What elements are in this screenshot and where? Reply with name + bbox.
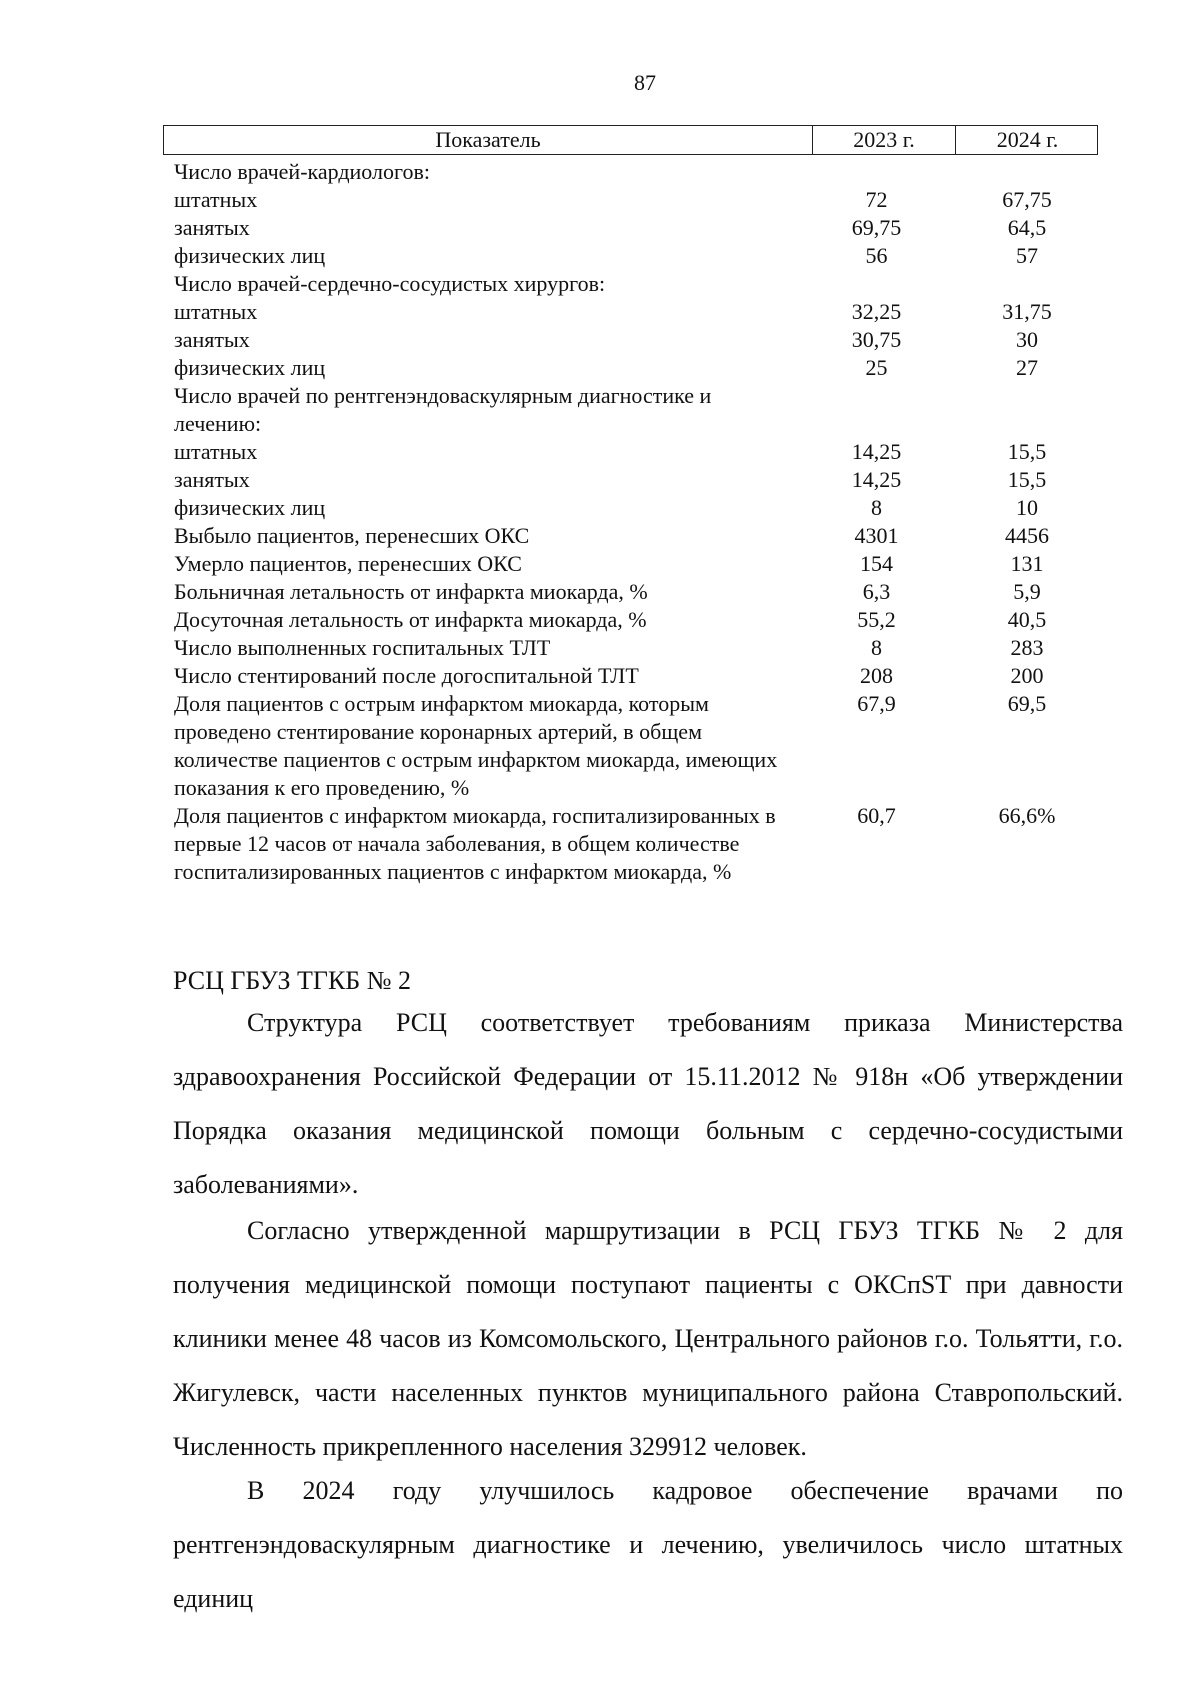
value-2023: 4301 bbox=[854, 523, 899, 548]
table-row bbox=[163, 466, 1098, 494]
value-2024: 283 bbox=[1010, 635, 1044, 660]
row-label: физических лиц bbox=[174, 243, 326, 268]
value-2023 bbox=[797, 270, 956, 298]
table-row bbox=[163, 690, 1098, 802]
row-label: штатных bbox=[174, 299, 258, 324]
row-label: физических лиц bbox=[174, 495, 326, 520]
value-2024: 69,5 bbox=[1007, 691, 1047, 716]
value-2023: 69,75 bbox=[851, 215, 902, 240]
paragraph: Структура РСЦ соответствует требованиям приказа Министерства здравоохранения Российской Федерации от 15.11.2012 № 918н «Об утверждении Порядка оказания медицинской помощи больным с сердечно-сосудистыми заболеваниями». bbox=[173, 1008, 1123, 1199]
row-label: Число врачей-сердечно-сосудистых хирургов: bbox=[174, 271, 606, 296]
value-2024: 200 bbox=[1010, 663, 1044, 688]
header-indicator: Показатель bbox=[435, 127, 541, 152]
table-body bbox=[163, 155, 1098, 886]
value-2024: 15,5 bbox=[1007, 439, 1047, 464]
row-label: штатных bbox=[174, 187, 258, 212]
value-2023: 6,3 bbox=[862, 579, 891, 604]
value-2023 bbox=[797, 382, 956, 438]
table-row bbox=[163, 354, 1098, 382]
table-row bbox=[163, 802, 1098, 886]
value-2024: 31,75 bbox=[1002, 299, 1052, 324]
value-2024: 40,5 bbox=[1007, 607, 1047, 632]
row-label: Досуточная летальность от инфаркта миокарда, % bbox=[174, 607, 647, 632]
table-row bbox=[163, 298, 1098, 326]
value-2024: 4456 bbox=[1005, 523, 1049, 548]
table-row bbox=[163, 606, 1098, 634]
indicators-table bbox=[163, 125, 1098, 886]
value-2023: 60,7 bbox=[857, 803, 896, 828]
value-2023: 8 bbox=[871, 635, 882, 660]
value-2024: 66,6% bbox=[998, 803, 1056, 828]
value-2023: 30,75 bbox=[851, 327, 902, 352]
value-2024: 15,5 bbox=[1007, 467, 1047, 492]
row-label: Доля пациентов с острым инфарктом миокарда, которым проведено стентирование коронарных артерий, в общем количестве пациентов с острым инфарктом миокарда, имеющих показания к его проведению, % bbox=[174, 691, 778, 800]
table-row bbox=[163, 270, 1098, 298]
table-row bbox=[163, 382, 1098, 438]
value-2024: 30 bbox=[1016, 327, 1038, 352]
row-label: Число выполненных госпитальных ТЛТ bbox=[174, 635, 551, 660]
value-2023: 25 bbox=[865, 355, 888, 380]
row-label: Умерло пациентов, перенесших ОКС bbox=[174, 551, 522, 576]
page-number: 87 bbox=[634, 70, 656, 95]
value-2024 bbox=[956, 158, 1098, 186]
value-2023: 208 bbox=[860, 663, 893, 688]
value-2024 bbox=[956, 382, 1098, 438]
value-2023: 14,25 bbox=[851, 439, 902, 464]
table-row bbox=[163, 186, 1098, 214]
header-2023: 2023 г. bbox=[812, 126, 955, 154]
table-row bbox=[163, 634, 1098, 662]
row-label: Больничная летальность от инфаркта миокарда, % bbox=[174, 579, 648, 604]
value-2023: 72 bbox=[865, 187, 888, 212]
table-row bbox=[163, 522, 1098, 550]
paragraph: Согласно утвержденной маршрутизации в РСЦ ГБУЗ ТГКБ № 2 для получения медицинской помощи поступают пациенты с ОКСпST при давности клиники менее 48 часов из Комсомольского, Центрального районов г.о. Тольятти, г.о. Жигулевск, части населенных пунктов муниципального района Ставропольский. Численность прикрепленного населения 329912 человек. bbox=[173, 1216, 1123, 1461]
value-2024: 131 bbox=[1010, 551, 1044, 576]
table-row bbox=[163, 550, 1098, 578]
row-label: занятых bbox=[174, 215, 250, 240]
value-2023: 14,25 bbox=[851, 467, 902, 492]
value-2024: 10 bbox=[1016, 495, 1038, 520]
value-2023: 8 bbox=[871, 495, 882, 520]
value-2023: 67,9 bbox=[857, 691, 896, 716]
value-2023 bbox=[797, 158, 956, 186]
table-header bbox=[163, 125, 1098, 155]
row-label: Выбыло пациентов, перенесших ОКС bbox=[174, 523, 530, 548]
row-label: занятых bbox=[174, 327, 250, 352]
row-label: штатных bbox=[174, 439, 258, 464]
table-row bbox=[163, 438, 1098, 466]
row-label: Число врачей-кардиологов: bbox=[174, 159, 430, 184]
value-2024: 64,5 bbox=[1007, 215, 1047, 240]
table-row bbox=[163, 158, 1098, 186]
table-row bbox=[163, 326, 1098, 354]
table-row bbox=[163, 494, 1098, 522]
table-row bbox=[163, 242, 1098, 270]
value-2023: 56 bbox=[865, 243, 888, 268]
value-2023: 154 bbox=[860, 551, 893, 576]
header-2024: 2024 г. bbox=[955, 126, 1099, 154]
value-2024: 67,75 bbox=[1002, 187, 1052, 212]
table-row bbox=[163, 214, 1098, 242]
row-label: занятых bbox=[174, 467, 250, 492]
value-2024: 5,9 bbox=[1013, 579, 1041, 604]
row-label: физических лиц bbox=[174, 355, 326, 380]
value-2024 bbox=[956, 270, 1098, 298]
section-heading: РСЦ ГБУЗ ТГКБ № 2 bbox=[173, 966, 412, 995]
value-2024: 27 bbox=[1016, 355, 1038, 380]
row-label: Число стентирований после догоспитальной ТЛТ bbox=[174, 663, 639, 688]
value-2024: 57 bbox=[1016, 243, 1038, 268]
paragraph: В 2024 году улучшилось кадровое обеспечение врачами по рентгенэндоваскулярным диагностике и лечению, увеличилось число штатных единиц bbox=[173, 1476, 1123, 1613]
table-row bbox=[163, 662, 1098, 690]
table-row bbox=[163, 578, 1098, 606]
row-label: Доля пациентов с инфарктом миокарда, госпитализированных в первые 12 часов от начала заболевания, в общем количестве госпитализированных пациентов с инфарктом миокарда, % bbox=[174, 803, 776, 884]
value-2023: 55,2 bbox=[857, 607, 896, 632]
value-2023: 32,25 bbox=[851, 299, 902, 324]
row-label: Число врачей по рентгенэндоваскулярным диагностике и лечению: bbox=[174, 383, 712, 436]
